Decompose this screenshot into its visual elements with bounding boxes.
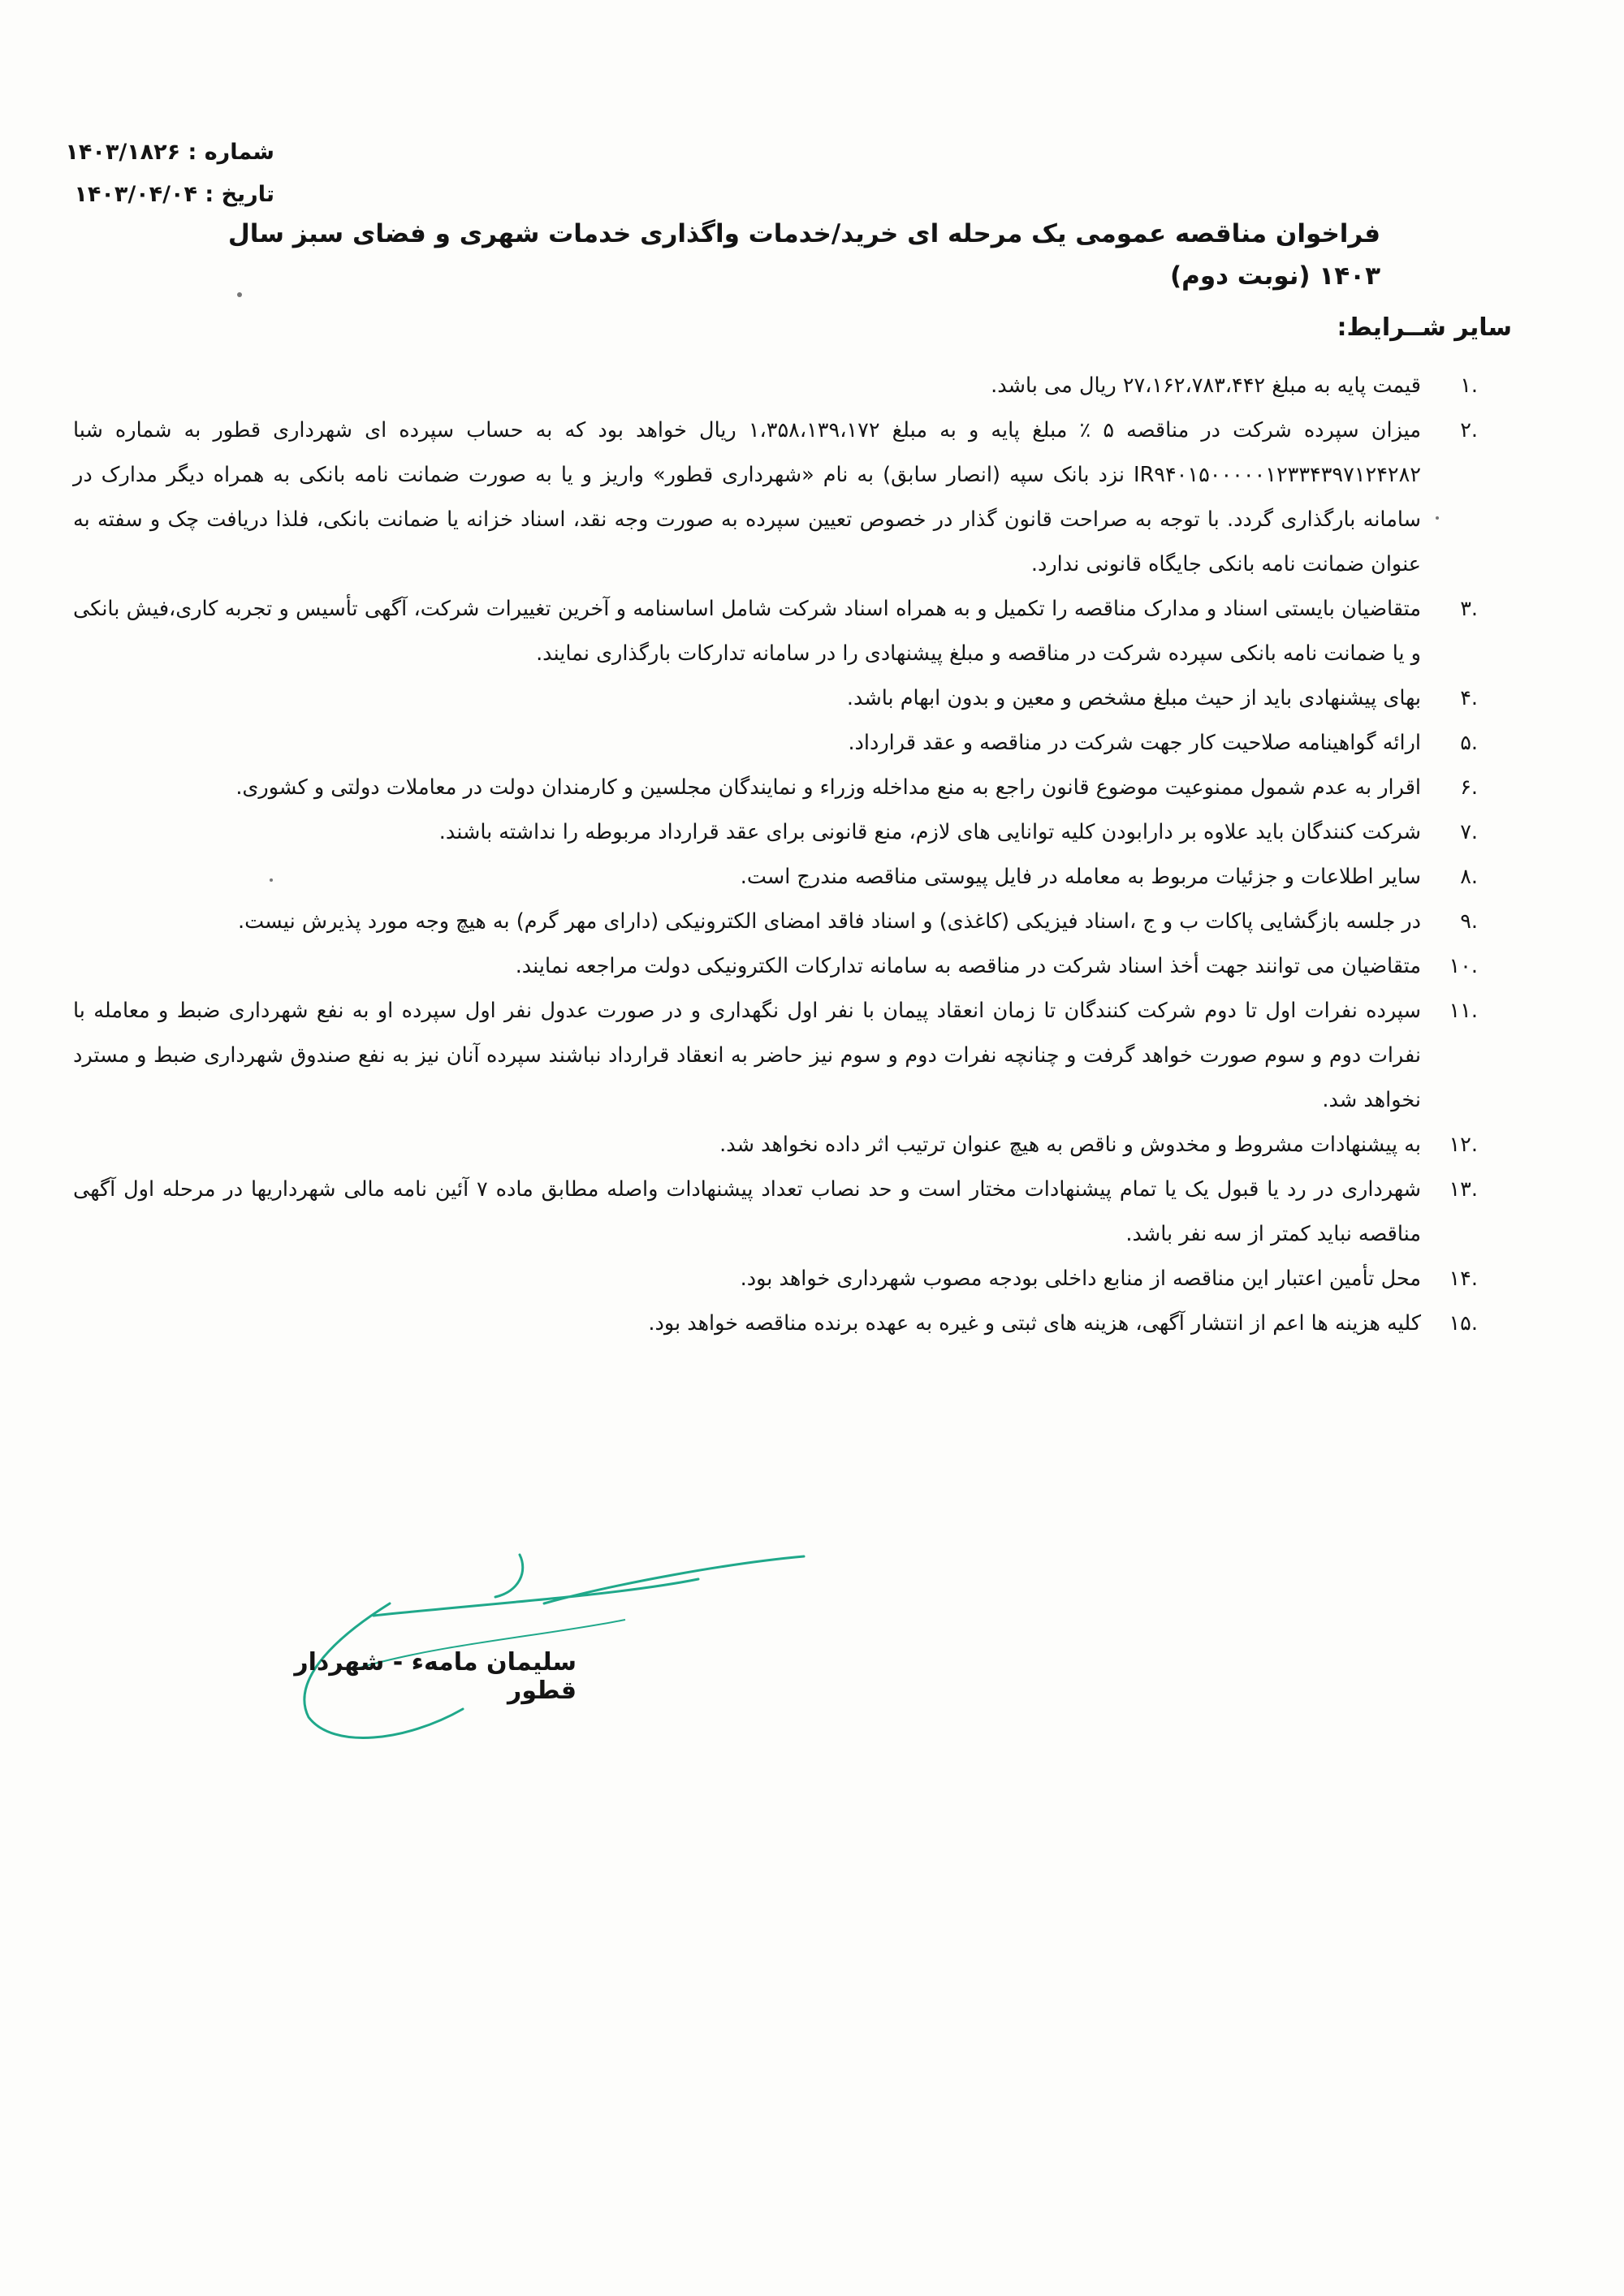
condition-item xyxy=(73,364,1478,408)
document-title: فراخوان مناقصه عمومی یک مرحله ای خرید/خدمات واگذاری خدمات شهری و فضای سبز سال ۱۴۰۳ (نوبت دوم) xyxy=(227,219,1380,291)
letter-date xyxy=(63,174,274,216)
condition-item xyxy=(73,989,1478,1123)
condition-number: .۵ xyxy=(1460,731,1478,755)
condition-number: .۱۵ xyxy=(1449,1311,1478,1336)
condition-number: .۷ xyxy=(1460,820,1478,844)
conditions-list xyxy=(73,364,1478,1346)
date-label: تاریخ : xyxy=(205,182,274,207)
condition-text: محل تأمین اعتبار این مناقصه از منابع داخلی بودجه مصوب شهرداری خواهد بود. xyxy=(740,1267,1421,1291)
condition-text: به پیشنهادات مشروط و مخدوش و ناقص به هیچ عنوان ترتیب اثر داده نخواهد شد. xyxy=(719,1133,1421,1157)
condition-item xyxy=(73,721,1478,766)
scan-speck xyxy=(1436,516,1439,520)
condition-text: بهای پیشنهادی باید از حیث مبلغ مشخص و معین و بدون ابهام باشد. xyxy=(846,686,1421,710)
condition-text: اقرار به عدم شمول ممنوعیت موضوع قانون راجع به منع مداخله وزراء و نمایندگان مجلسین و کارمندان دولت در معاملات دولتی و کشوری. xyxy=(235,775,1421,800)
condition-item xyxy=(73,1301,1478,1346)
condition-number: .۹ xyxy=(1460,909,1478,934)
condition-item xyxy=(73,587,1478,676)
condition-text: کلیه هزینه ها اعم از انتشار آگهی، هزینه های ثبتی و غیره به عهده برنده مناقصه خواهد بود. xyxy=(648,1311,1421,1336)
scan-speck xyxy=(237,292,242,297)
number-value: ۱۴۰۳/۱۸۲۶ xyxy=(65,140,181,165)
condition-text: سایر اطلاعات و جزئیات مربوط به معامله در فایل پیوستی مناقصه مندرج است. xyxy=(740,865,1421,889)
condition-text: قیمت پایه به مبلغ ۲۷،۱۶۲،۷۸۳،۴۴۲ ریال می باشد. xyxy=(991,373,1421,398)
date-value: ۱۴۰۳/۰۴/۰۴ xyxy=(74,182,197,207)
condition-text: متقاضیان می توانند جهت أخذ اسناد شرکت در مناقصه به سامانه تدارکات الکترونیکی دولت مراجعه نمایند. xyxy=(515,954,1421,978)
scan-speck xyxy=(270,878,273,882)
condition-item xyxy=(73,766,1478,810)
letter-number xyxy=(63,132,274,174)
condition-item xyxy=(73,944,1478,989)
condition-text: شرکت کنندگان باید علاوه بر دارابودن کلیه توانایی های لازم، منع قانونی برای عقد قرارداد مربوطه را نداشته باشند. xyxy=(438,820,1421,844)
condition-item xyxy=(73,855,1478,900)
condition-text: در جلسه بازگشایی پاکات ب و ج ،اسناد فیزیکی (کاغذی) و اسناد فاقد امضای الکترونیکی (دارای مهر گرم) به هیچ وجه مورد پذیرش نیست. xyxy=(238,909,1421,934)
condition-item xyxy=(73,810,1478,855)
condition-item xyxy=(73,1257,1478,1301)
condition-text: متقاضیان بایستی اسناد و مدارک مناقصه را تکمیل و به همراه اسناد شرکت شامل اساسنامه و آخرین تغییرات شرکت، آگهی تأسیس و تجربه کاری،فیش بانکی و یا ضمانت نامه بانکی سپرده شرکت در مناقصه و مبلغ پیشنهادی را در سامانه تدارکات بارگذاری نمایند. xyxy=(73,597,1421,666)
condition-item xyxy=(73,900,1478,944)
condition-item xyxy=(73,676,1478,721)
signer-name: سلیمان مامهء - شهردار قطور xyxy=(294,1648,577,1705)
letter-meta xyxy=(63,132,274,216)
conditions-heading: سایر شــرایط: xyxy=(1337,313,1512,342)
condition-number: .۱۳ xyxy=(1449,1177,1478,1202)
condition-number: .۱۰ xyxy=(1449,954,1478,978)
condition-number: .۲ xyxy=(1460,418,1478,442)
condition-text: سپرده نفرات اول تا دوم شرکت کنندگان تا زمان انعقاد پیمان با نفر اول نگهداری و در صورت عدول نفر اول سپرده او به نفع شهرداری ضبط و معامله با نفرات دوم و سوم صورت خواهد گرفت و چنانچه نفرات دوم و سوم نیز حاضر به انعقاد قرارداد نباشند سپرده آنان نیز به نفع صندوق شهرداری ضبط و مسترد نخواهد شد. xyxy=(73,999,1421,1112)
condition-text: میزان سپرده شرکت در مناقصه ۵ ٪ مبلغ پایه و به مبلغ ۱،۳۵۸،۱۳۹،۱۷۲ ریال خواهد بود که به حساب سپرده ای شهرداری قطور به شماره شبا IR۹۴۰۱۵۰۰۰۰۰۱۲۳۳۴۳۹۷۱۲۴۲۸۲ نزد بانک سپه (انصار سابق) به نام «شهرداری قطور» واریز و یا به صورت ضمانت نامه بانکی به همراه دیگر مدارک در سامانه بارگذاری گردد. با توجه به صراحت قانون گذار در خصوص تعیین سپرده به صورت وجه نقد، اسناد خزانه یا ضمانت بانکی، فلذا دریافت چک و سفته به عنوان ضمانت نامه بانکی جایگاه قانونی ندارد. xyxy=(73,418,1421,576)
condition-number: .۱۱ xyxy=(1449,999,1478,1023)
condition-number: .۶ xyxy=(1460,775,1478,800)
condition-number: .۱۲ xyxy=(1449,1133,1478,1157)
condition-number: .۳ xyxy=(1460,597,1478,621)
condition-text: ارائه گواهینامه صلاحیت کار جهت شرکت در مناقصه و عقد قرارداد. xyxy=(848,731,1421,755)
condition-number: .۱ xyxy=(1460,373,1478,398)
condition-text: شهرداری در رد یا قبول یک یا تمام پیشنهادات مختار است و حد نصاب تعداد پیشنهادات واصله مطابق ماده ۷ آئین نامه مالی شهرداریها در مرحله اول آگهی مناقصه نباید کمتر از سه نفر باشد. xyxy=(73,1177,1421,1246)
number-label: شماره : xyxy=(188,140,274,165)
condition-number: .۸ xyxy=(1460,865,1478,889)
condition-item xyxy=(73,1167,1478,1257)
condition-number: .۱۴ xyxy=(1449,1267,1478,1291)
condition-number: .۴ xyxy=(1460,686,1478,710)
condition-item xyxy=(73,408,1478,587)
condition-item xyxy=(73,1123,1478,1167)
